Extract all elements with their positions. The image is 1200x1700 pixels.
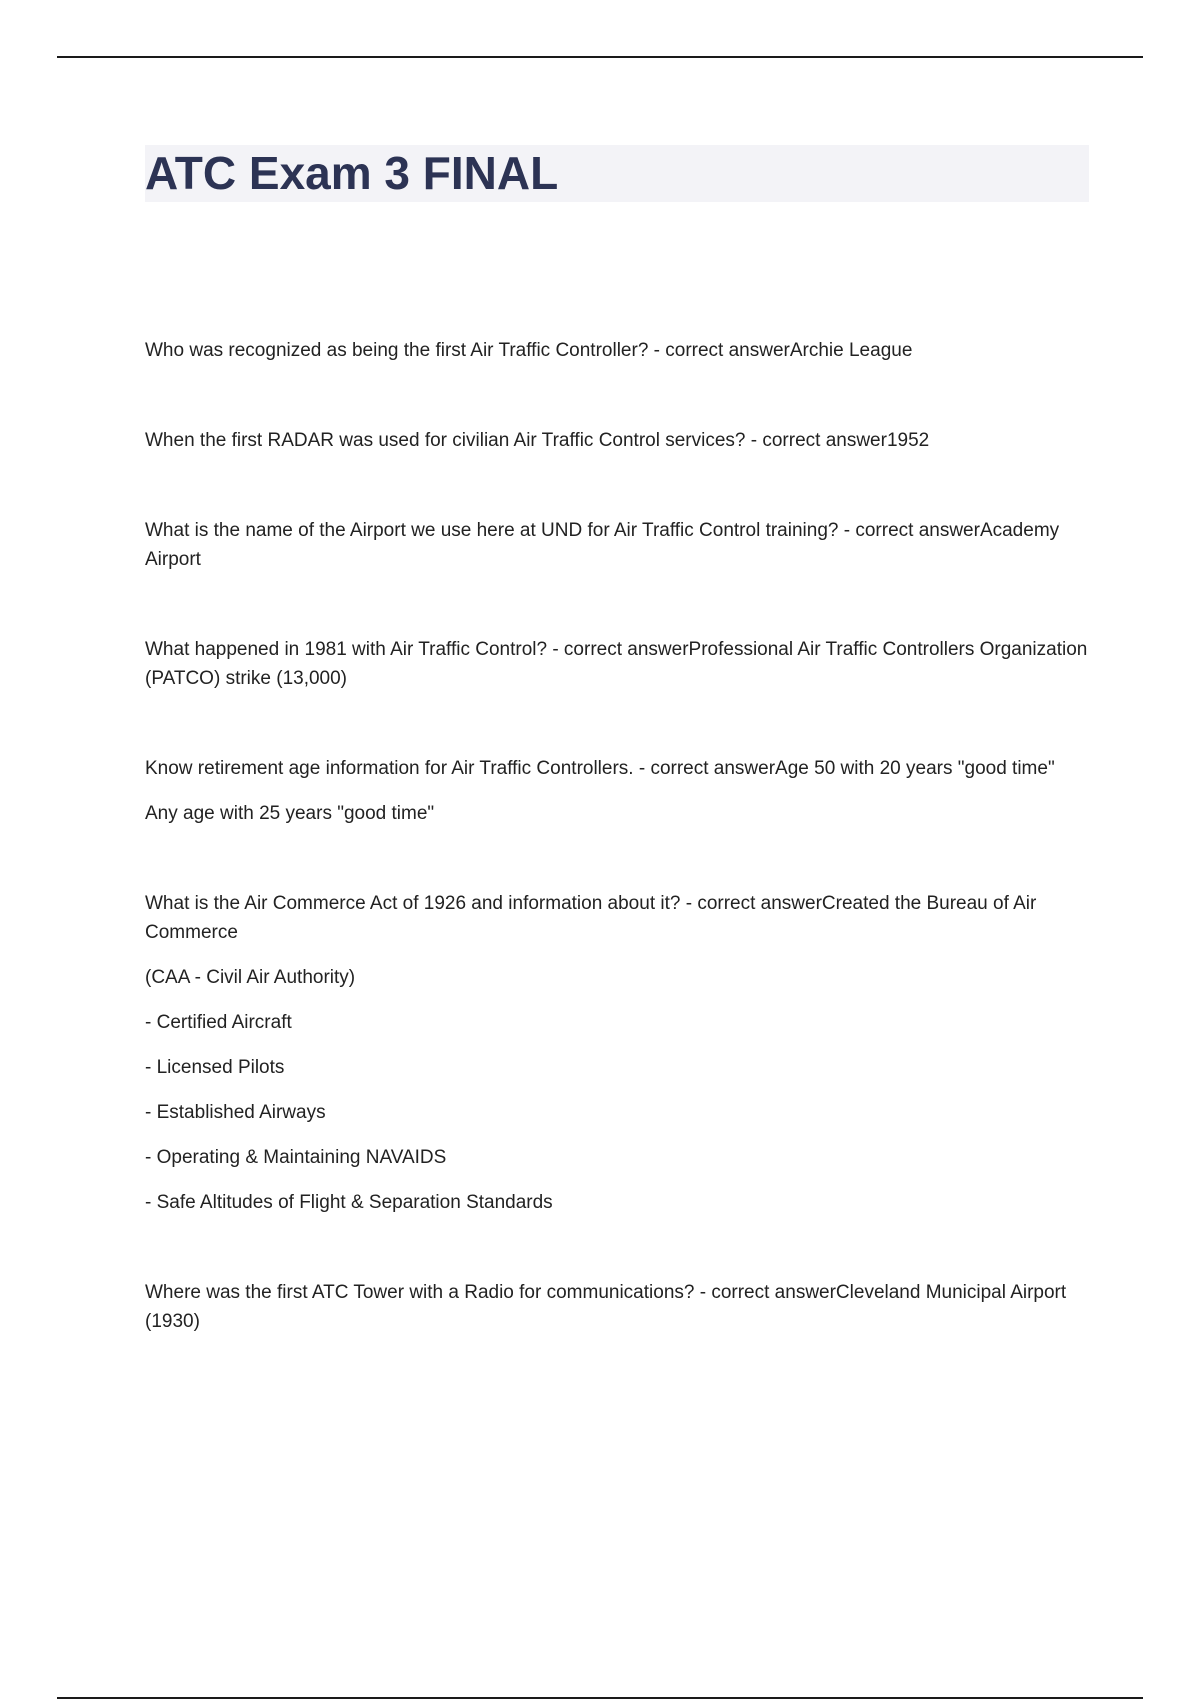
qa-text: Who was recognized as being the first Air Traffic Controller? - correct answerArchie League <box>145 340 913 361</box>
qa-item <box>145 336 1095 365</box>
qa-item <box>145 516 1095 574</box>
qa-text: Where was the first ATC Tower with a Radio for communications? - correct answerCleveland Municipal Airport (1930) <box>145 1282 1067 1332</box>
qa-item <box>145 426 1095 455</box>
qa-item <box>145 754 1095 828</box>
qa-item <box>145 1278 1095 1336</box>
qa-text: What is the name of the Airport we use here at UND for Air Traffic Control training? - correct answerAcademy Airport <box>145 520 1060 570</box>
top-divider <box>57 56 1143 58</box>
qa-bullet: - Established Airways <box>145 1102 326 1123</box>
qa-bullet: - Licensed Pilots <box>145 1057 285 1078</box>
qa-text: When the first RADAR was used for civilian Air Traffic Control services? - correct answer1952 <box>145 430 930 451</box>
document-title: ATC Exam 3 FINAL <box>145 147 559 199</box>
qa-item <box>145 635 1095 693</box>
qa-text: Know retirement age information for Air Traffic Controllers. - correct answerAge 50 with 20 years "good time" <box>145 758 1055 779</box>
bottom-divider <box>57 1697 1143 1699</box>
qa-bullet: - Safe Altitudes of Flight & Separation Standards <box>145 1192 553 1213</box>
qa-item <box>145 889 1095 1217</box>
qa-text: What is the Air Commerce Act of 1926 and information about it? - correct answerCreated the Bureau of Air Commerce <box>145 893 1037 943</box>
qa-text-continuation: (CAA - Civil Air Authority) <box>145 967 356 988</box>
qa-text-continuation: Any age with 25 years "good time" <box>145 803 435 824</box>
qa-bullet: - Operating & Maintaining NAVAIDS <box>145 1147 447 1168</box>
document-body <box>145 336 1095 1397</box>
qa-bullet: - Certified Aircraft <box>145 1012 292 1033</box>
qa-text: What happened in 1981 with Air Traffic Control? - correct answerProfessional Air Traffic Controllers Organization (PATCO) strike (13,000) <box>145 639 1088 689</box>
